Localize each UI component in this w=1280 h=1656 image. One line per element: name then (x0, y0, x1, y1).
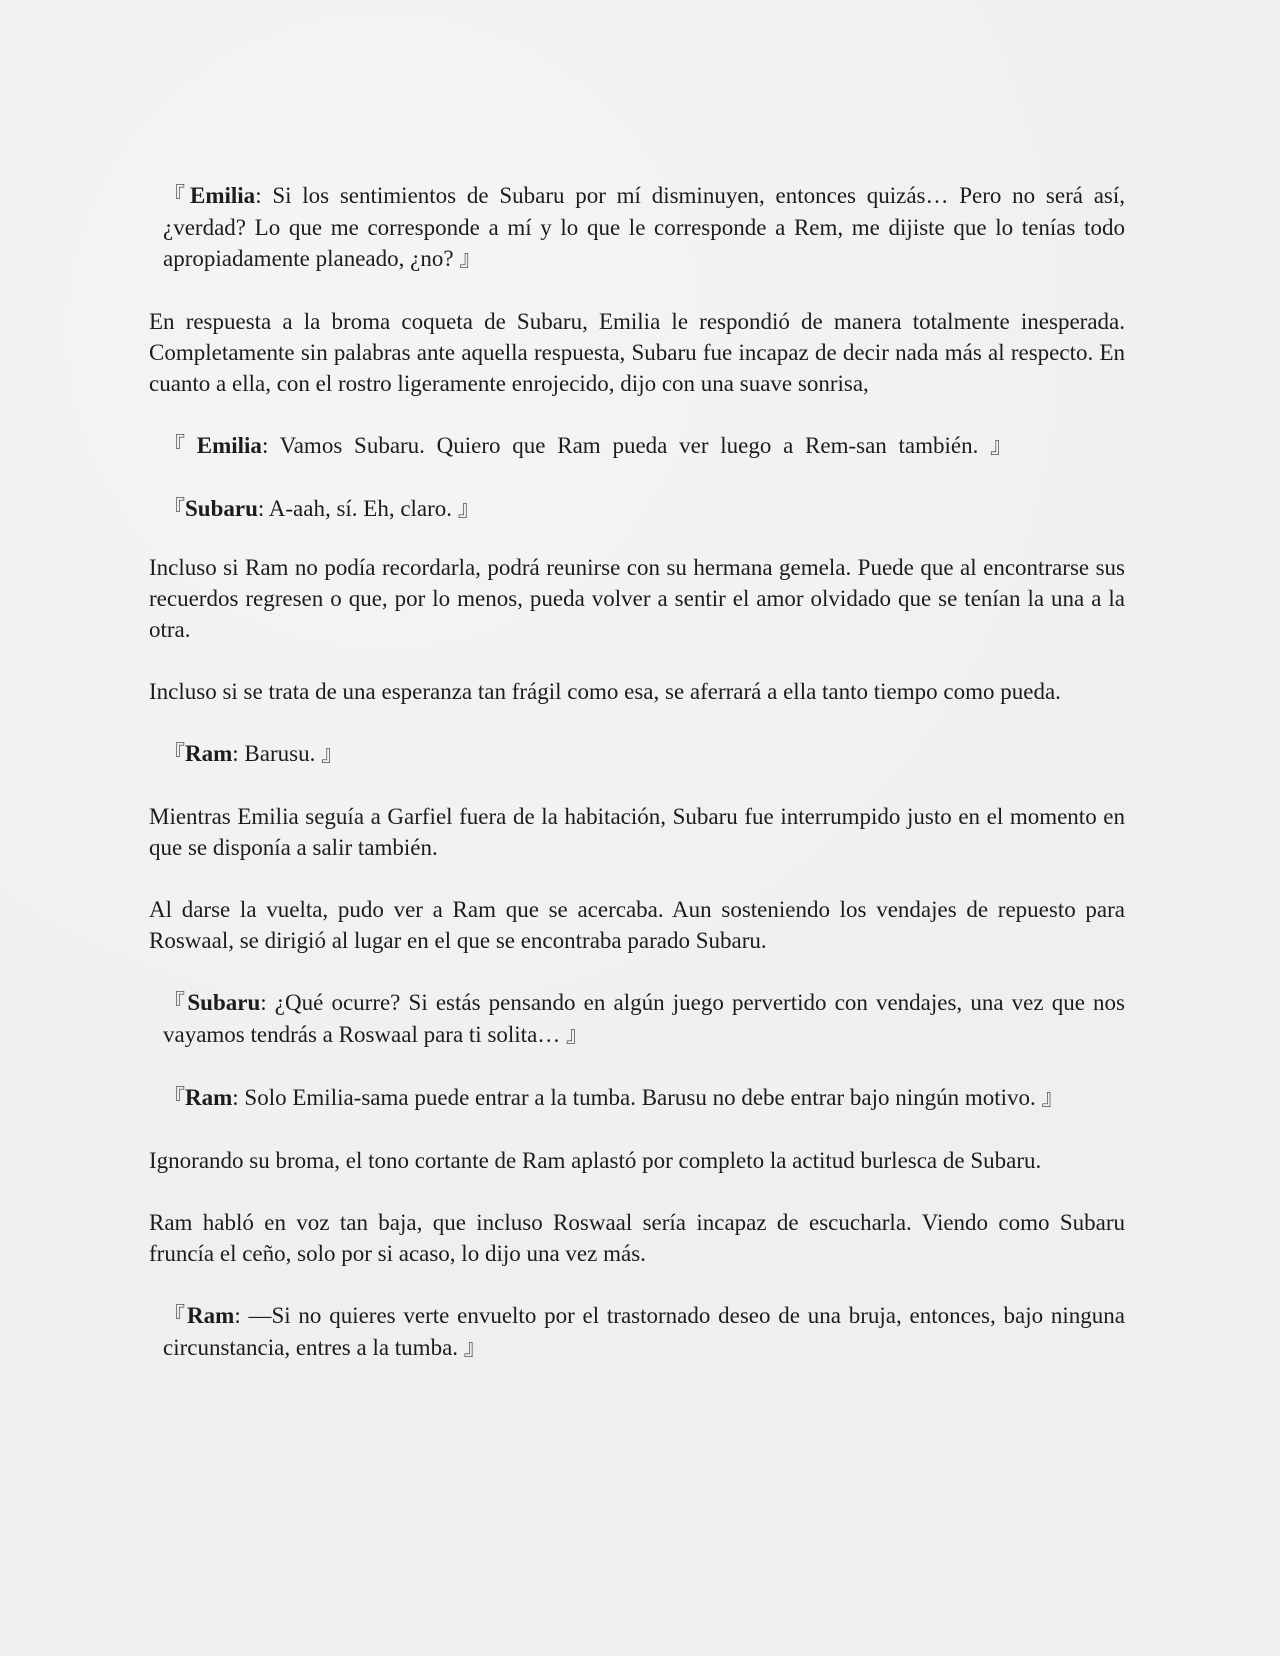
speaker-name: Ram (185, 741, 233, 766)
close-bracket: 』 (457, 497, 480, 522)
dialogue-text: : Barusu. (232, 741, 316, 766)
close-bracket: 』 (566, 1023, 589, 1048)
speaker-name: Emilia (196, 433, 262, 458)
open-bracket: 『 (163, 742, 186, 767)
dialogue-text: : ¿Qué ocurre? Si estás pensando en algún juego pervertido con vendajes, una vez que nos vayamos tendrás a Roswaal para ti solita… (163, 990, 1125, 1047)
document-body (149, 180, 1125, 1395)
open-bracket: 『 (163, 1086, 186, 1111)
speaker-name: Subaru (185, 496, 258, 521)
dialogue-paragraph (149, 987, 1125, 1051)
dialogue-paragraph (149, 180, 1125, 275)
narration-paragraph: Ram habló en voz tan baja, que incluso Roswaal sería incapaz de escucharla. Viendo como Subaru fruncía el ceño, solo por si acaso, lo dijo una vez más. (149, 1210, 1125, 1266)
dialogue-text: : Solo Emilia-sama puede entrar a la tumba. Barusu no debe entrar bajo ningún motivo. (232, 1085, 1036, 1110)
close-bracket: 』 (990, 434, 1013, 459)
narration-paragraph: Incluso si se trata de una esperanza tan frágil como esa, se aferrará a ella tanto tiempo como pueda. (149, 679, 1061, 704)
narration-paragraph: Al darse la vuelta, pudo ver a Ram que se acercaba. Aun sosteniendo los vendajes de repuesto para Roswaal, se dirigió al lugar en el que se encontraba parado Subaru. (149, 897, 1125, 953)
open-bracket: 『 (163, 991, 188, 1016)
dialogue-paragraph (149, 1300, 1125, 1364)
dialogue-text: : Vamos Subaru. Quiero que Ram pueda ver luego a Rem-san también. (261, 433, 979, 458)
open-bracket: 『 (163, 1304, 188, 1329)
dialogue-paragraph (149, 1082, 1125, 1114)
open-bracket: 『 (163, 434, 186, 459)
dialogue-paragraph (149, 430, 1125, 462)
speaker-name: Subaru (187, 990, 261, 1015)
narration-paragraph: Mientras Emilia seguía a Garfiel fuera de la habitación, Subaru fue interrumpido justo en el momento en que se disponía a salir también. (149, 804, 1125, 860)
open-bracket: 『 (163, 497, 186, 522)
narration-paragraph: Ignorando su broma, el tono cortante de Ram aplastó por completo la actitud burlesca de Subaru. (149, 1148, 1042, 1173)
dialogue-text: : Si los sentimientos de Subaru por mí disminuyen, entonces quizás… Pero no será así, ¿verdad? Lo que me corresponde a mí y lo que le corresponde a Rem, me dijiste que lo tenías todo apropiadamente planeado, ¿no? (163, 183, 1125, 271)
speaker-name: Ram (185, 1085, 233, 1110)
dialogue-paragraph (149, 493, 1125, 525)
dialogue-text: : —Si no quieres verte envuelto por el trastornado deseo de una bruja, entonces, bajo ninguna circunstancia, entres a la tumba. (163, 1303, 1125, 1360)
speaker-name: Ram (187, 1303, 235, 1328)
close-bracket: 』 (459, 247, 482, 272)
close-bracket: 』 (321, 742, 344, 767)
speaker-name: Emilia (190, 183, 256, 208)
close-bracket: 』 (463, 1336, 486, 1361)
narration-paragraph: En respuesta a la broma coqueta de Subaru, Emilia le respondió de manera totalmente inesperada. Completamente sin palabras ante aquella respuesta, Subaru fue incapaz de decir nada más al respecto. En cuanto a ella, con el rostro ligeramente enrojecido, dijo con una suave sonrisa, (149, 309, 1125, 396)
open-bracket: 『 (163, 184, 191, 209)
narration-paragraph: Incluso si Ram no podía recordarla, podrá reunirse con su hermana gemela. Puede que al encontrarse sus recuerdos regresen o que, por lo menos, pueda volver a sentir el amor olvidado que se tenían la una a la otra. (149, 555, 1125, 642)
dialogue-paragraph (149, 738, 1125, 770)
dialogue-text: : A-aah, sí. Eh, claro. (257, 496, 453, 521)
close-bracket: 』 (1041, 1086, 1064, 1111)
